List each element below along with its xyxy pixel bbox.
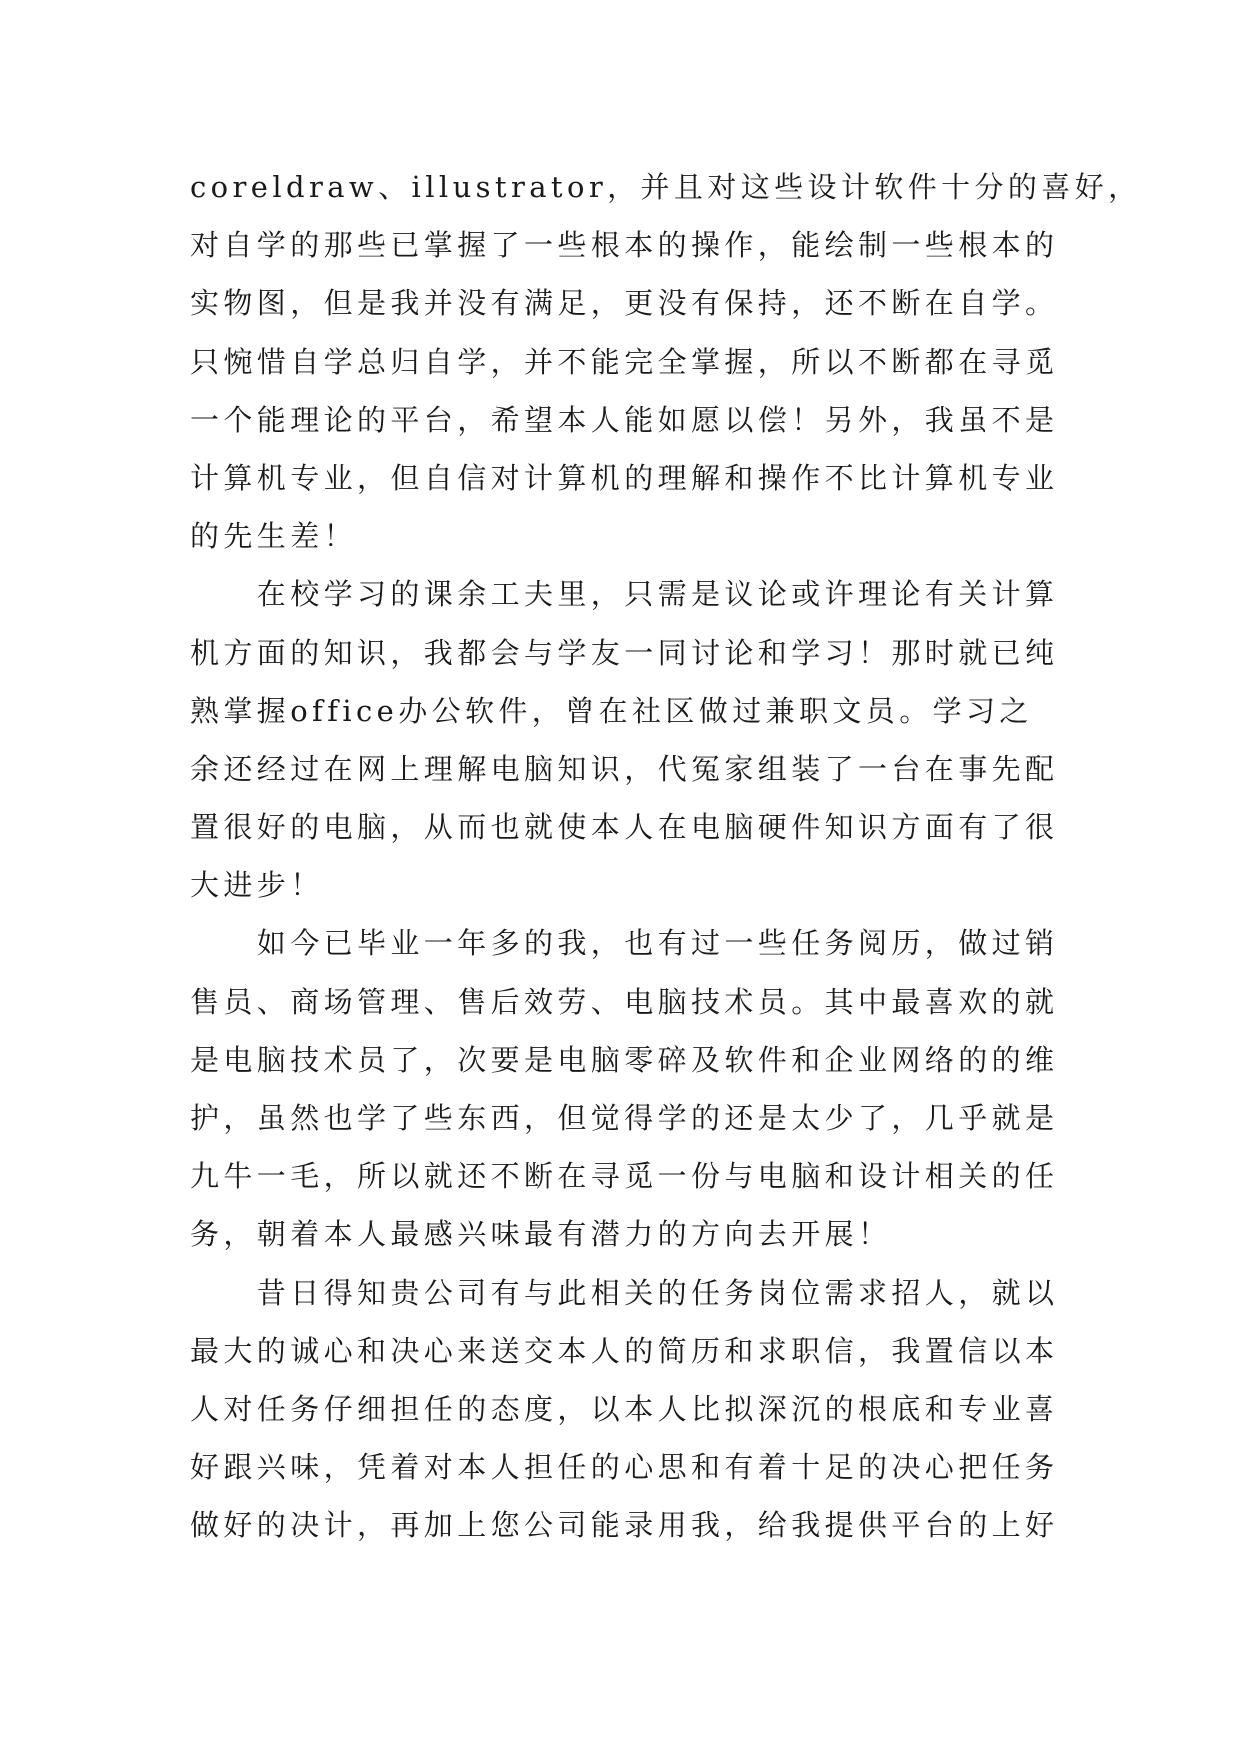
- text-line: 务，朝着本人最感兴味最有潜力的方向去开展！: [190, 1217, 892, 1252]
- text-line: 好跟兴味，凭着对本人担任的心思和有着十足的决心把任务: [190, 1450, 1059, 1485]
- text-line: 最大的诚心和决心来送交本人的简历和求职信，我置信以本: [190, 1333, 1059, 1368]
- text-line: 计算机专业，但自信对计算机的理解和操作不比计算机专业: [190, 460, 1059, 495]
- text-line: 大进步！: [190, 868, 324, 903]
- text-line: 余还经过在网上理解电脑知识，代冤家组装了一台在事先配: [190, 751, 1059, 786]
- text-line: 的先生差！: [190, 519, 358, 554]
- text-line: 只惋惜自学总归自学，并不能完全掌握，所以不断都在寻觅: [190, 344, 1059, 379]
- text-line: 是电脑技术员了，次要是电脑零碎及软件和企业网络的的维: [190, 1042, 1059, 1077]
- text-line: coreldraw、illustrator，并且对这些设计软件十分的喜好，: [190, 170, 1142, 204]
- text-line: 熟掌握office办公软件，曾在社区做过兼职文员。学习之: [190, 693, 1033, 728]
- text-line: 售员、商场管理、售后效劳、电脑技术员。其中最喜欢的就: [190, 984, 1059, 1019]
- text-line: 机方面的知识，我都会与学友一同讨论和学习！那时就已纯: [190, 635, 1059, 670]
- text-line: 在校学习的课余工夫里，只需是议论或许理论有关计算: [190, 577, 1059, 612]
- text-line: 护，虽然也学了些东西，但觉得学的还是太少了，几乎就是: [190, 1101, 1059, 1135]
- body-text: [190, 158, 1142, 1555]
- text-line: 对自学的那些已掌握了一些根本的操作，能绘制一些根本的: [190, 228, 1059, 263]
- text-line: 如今已毕业一年多的我，也有过一些任务阅历，做过销: [190, 926, 1059, 961]
- text-line: 九牛一毛，所以就还不断在寻觅一份与电脑和设计相关的任: [190, 1159, 1059, 1194]
- text-line: 昔日得知贵公司有与此相关的任务岗位需求招人，就以: [190, 1275, 1059, 1310]
- text-line: 人对任务仔细担任的态度，以本人比拟深沉的根底和专业喜: [190, 1391, 1059, 1426]
- text-line: 一个能理论的平台，希望本人能如愿以偿！另外，我虽不是: [190, 402, 1059, 437]
- text-line: 实物图，但是我并没有满足，更没有保持，还不断在自学。: [190, 286, 1059, 321]
- text-line: 置很好的电脑，从而也就使本人在电脑硬件知识方面有了很: [190, 810, 1059, 845]
- text-line: 做好的决计，再加上您公司能录用我，给我提供平台的上好: [190, 1508, 1059, 1543]
